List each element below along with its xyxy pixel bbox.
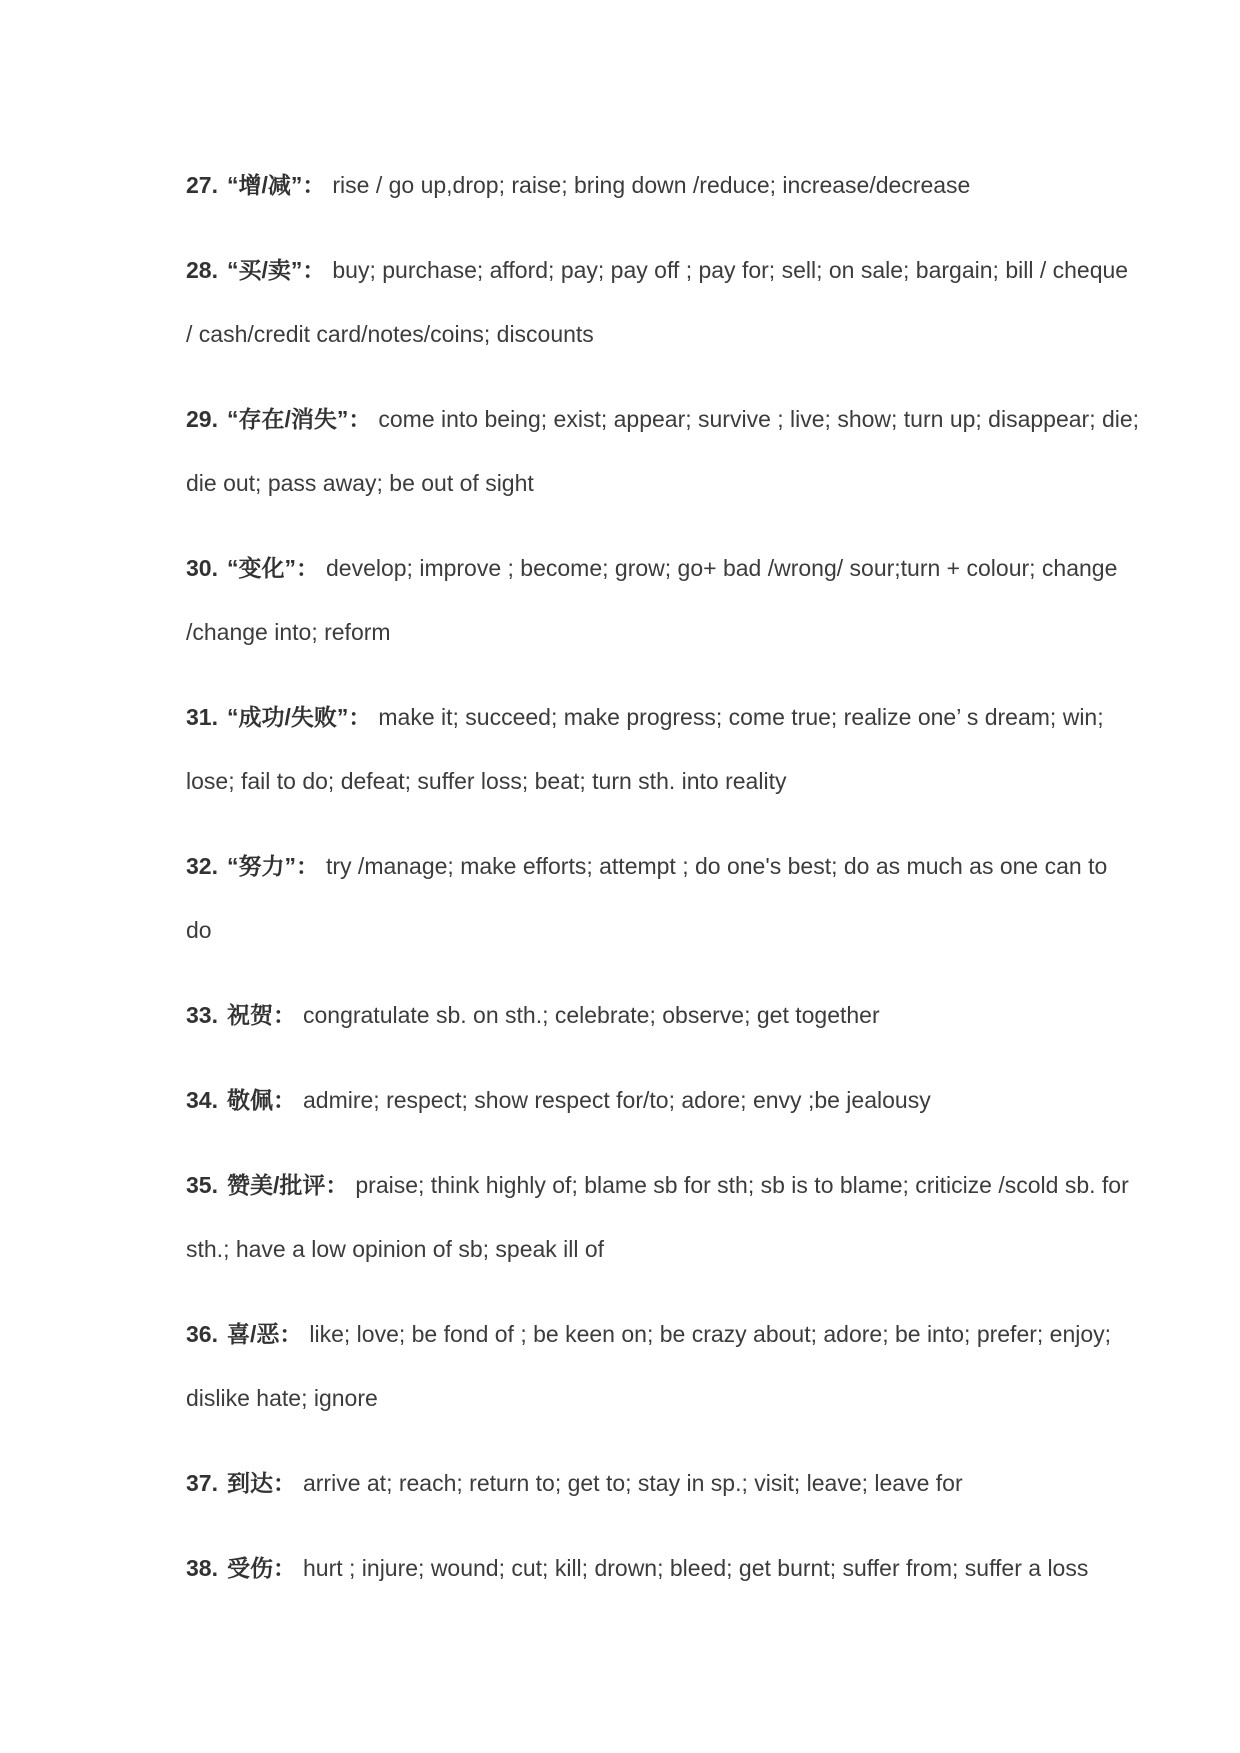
item-line-continuation: dislike hate; ignore bbox=[186, 1385, 378, 1411]
item-line bbox=[186, 1451, 1185, 1515]
item-term-zh: 到达： bbox=[226, 1470, 296, 1496]
item-term-zh: “变化”： bbox=[226, 555, 319, 581]
item-number: 34. bbox=[186, 1087, 218, 1113]
item-text: congratulate sb. on sth.; celebrate; observe; get together bbox=[302, 1002, 880, 1028]
item-number: 32. bbox=[186, 853, 218, 879]
item-line bbox=[186, 238, 1185, 302]
vocab-item bbox=[186, 238, 1185, 366]
item-line-continuation: do bbox=[186, 917, 212, 943]
item-line-continuation: die out; pass away; be out of sight bbox=[186, 470, 534, 496]
item-line bbox=[186, 153, 1185, 217]
item-text: try /manage; make efforts; attempt ; do one's best; do as much as one can to bbox=[325, 853, 1108, 879]
item-term-zh: 敬佩： bbox=[226, 1087, 296, 1113]
item-term-zh: “成功/失败”： bbox=[226, 704, 372, 730]
item-line bbox=[186, 834, 1185, 898]
vocab-list bbox=[186, 153, 1185, 1600]
vocab-item bbox=[186, 1302, 1185, 1430]
item-number: 37. bbox=[186, 1470, 218, 1496]
item-number: 27. bbox=[186, 172, 218, 198]
item-text: develop; improve ; become; grow; go+ bad /wrong/ sour;turn + colour; change bbox=[325, 555, 1118, 581]
item-text: praise; think highly of; blame sb for sth; sb is to blame; criticize /scold sb. for bbox=[355, 1172, 1129, 1198]
vocab-item bbox=[186, 153, 1185, 217]
item-number: 29. bbox=[186, 406, 218, 432]
item-line-continuation: sth.; have a low opinion of sb; speak ill of bbox=[186, 1236, 605, 1262]
item-number: 31. bbox=[186, 704, 218, 730]
vocab-item bbox=[186, 1068, 1185, 1132]
item-line-continuation: lose; fail to do; defeat; suffer loss; beat; turn sth. into reality bbox=[186, 768, 787, 794]
vocab-item bbox=[186, 536, 1185, 664]
vocab-item bbox=[186, 834, 1185, 962]
item-number: 28. bbox=[186, 257, 218, 283]
vocab-item bbox=[186, 387, 1185, 515]
item-term-zh: 喜/恶： bbox=[226, 1321, 303, 1347]
item-term-zh: “增/减”： bbox=[226, 172, 326, 198]
item-text: arrive at; reach; return to; get to; stay in sp.; visit; leave; leave for bbox=[302, 1470, 963, 1496]
item-number: 38. bbox=[186, 1555, 218, 1581]
vocab-item bbox=[186, 983, 1185, 1047]
item-line bbox=[186, 983, 1185, 1047]
vocab-item bbox=[186, 1153, 1185, 1281]
item-text: hurt ; injure; wound; cut; kill; drown; bleed; get burnt; suffer from; suffer a loss bbox=[302, 1555, 1089, 1581]
item-number: 36. bbox=[186, 1321, 218, 1347]
item-text: buy; purchase; afford; pay; pay off ; pay for; sell; on sale; bargain; bill / cheque bbox=[332, 257, 1129, 283]
item-line bbox=[186, 1302, 1185, 1366]
item-term-zh: “买/卖”： bbox=[226, 257, 326, 283]
item-line bbox=[186, 1068, 1185, 1132]
item-text: make it; succeed; make progress; come true; realize one’ s dream; win; bbox=[378, 704, 1104, 730]
item-term-zh: “存在/消失”： bbox=[226, 406, 372, 432]
vocab-item bbox=[186, 685, 1185, 813]
vocab-item bbox=[186, 1536, 1185, 1600]
item-line-continuation: / cash/credit card/notes/coins; discounts bbox=[186, 321, 594, 347]
item-line bbox=[186, 536, 1185, 600]
item-term-zh: 赞美/批评： bbox=[226, 1172, 349, 1198]
item-term-zh: 受伤： bbox=[226, 1555, 296, 1581]
item-term-zh: 祝贺： bbox=[226, 1002, 296, 1028]
vocab-item bbox=[186, 1451, 1185, 1515]
item-line bbox=[186, 1536, 1185, 1600]
item-line-continuation: /change into; reform bbox=[186, 619, 391, 645]
item-number: 33. bbox=[186, 1002, 218, 1028]
item-text: come into being; exist; appear; survive ; live; show; turn up; disappear; die; bbox=[378, 406, 1140, 432]
item-term-zh: “努力”： bbox=[226, 853, 319, 879]
item-number: 35. bbox=[186, 1172, 218, 1198]
item-text: like; love; be fond of ; be keen on; be crazy about; adore; be into; prefer; enjoy; bbox=[309, 1321, 1112, 1347]
item-number: 30. bbox=[186, 555, 218, 581]
item-line bbox=[186, 1153, 1185, 1217]
item-text: admire; respect; show respect for/to; adore; envy ;be jealousy bbox=[302, 1087, 931, 1113]
item-line bbox=[186, 685, 1185, 749]
item-text: rise / go up,drop; raise; bring down /reduce; increase/decrease bbox=[332, 172, 971, 198]
item-line bbox=[186, 387, 1185, 451]
